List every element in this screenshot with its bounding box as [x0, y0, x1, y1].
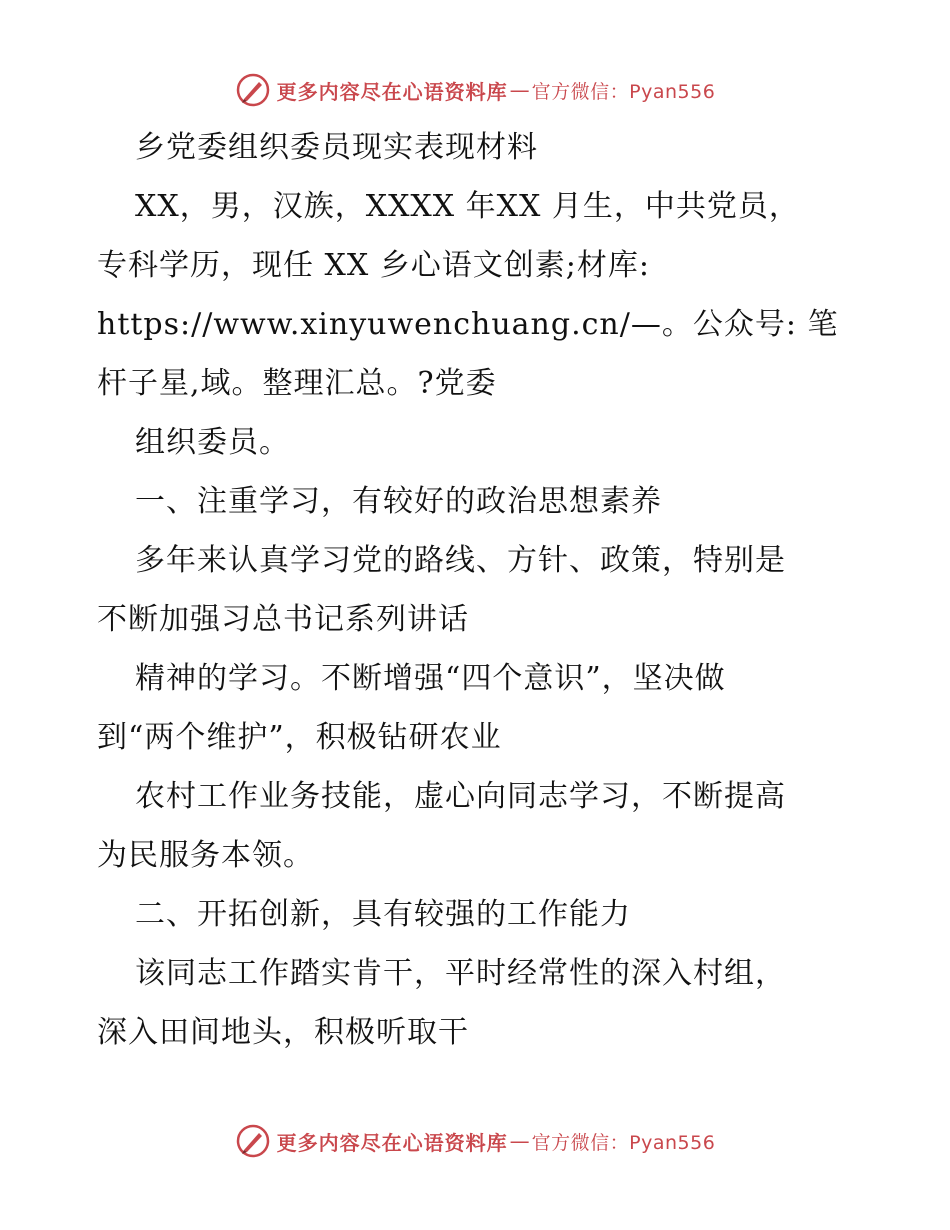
watermark-contact: 官方微信：Pyan556	[531, 1131, 716, 1154]
watermark-separator: —	[509, 78, 530, 102]
doc-line: 农村工作业务技能，虚心向同志学习，不断提高	[135, 779, 786, 814]
watermark-separator: —	[509, 1129, 530, 1153]
doc-title: 乡党委组织委员现实表现材料	[135, 130, 538, 165]
watermark-contact: 官方微信：Pyan556	[531, 80, 716, 103]
doc-line: 深入田间地头，积极听取干	[97, 1015, 469, 1050]
doc-line: XX，男，汉族，XXXX 年XX 月生，中共党员，	[135, 189, 800, 224]
doc-line: 精神的学习。不断增强“四个意识”，坚决做	[135, 661, 726, 696]
section-heading: 一、注重学习，有较好的政治思想素养	[135, 484, 662, 519]
doc-line: 到“两个维护”，积极钻研农业	[97, 720, 502, 755]
doc-line: 不断加强习总书记系列讲话	[97, 602, 469, 637]
pen-logo-icon	[235, 72, 271, 108]
doc-line: 为民服务本领。	[97, 838, 314, 873]
doc-line: 杆子星,域。整理汇总。?党委	[97, 366, 497, 401]
pen-logo-icon	[235, 1123, 271, 1159]
section-heading: 二、开拓创新，具有较强的工作能力	[135, 897, 631, 932]
footer-watermark	[0, 1121, 950, 1161]
doc-line: 该同志工作踏实肯干，平时经常性的深入村组，	[135, 956, 786, 991]
watermark-brand: 更多内容尽在心语资料库	[276, 79, 508, 104]
doc-line: 专科学历，现任 XX 乡心语文创素;材库:	[97, 248, 651, 283]
watermark-brand: 更多内容尽在心语资料库	[276, 1130, 508, 1155]
header-watermark	[0, 70, 950, 110]
doc-line: https://www.xinyuwenchuang.cn/—。公众号: 笔	[97, 307, 839, 342]
doc-line: 组织委员。	[135, 425, 290, 460]
doc-line: 多年来认真学习党的路线、方针、政策，特别是	[135, 543, 786, 578]
